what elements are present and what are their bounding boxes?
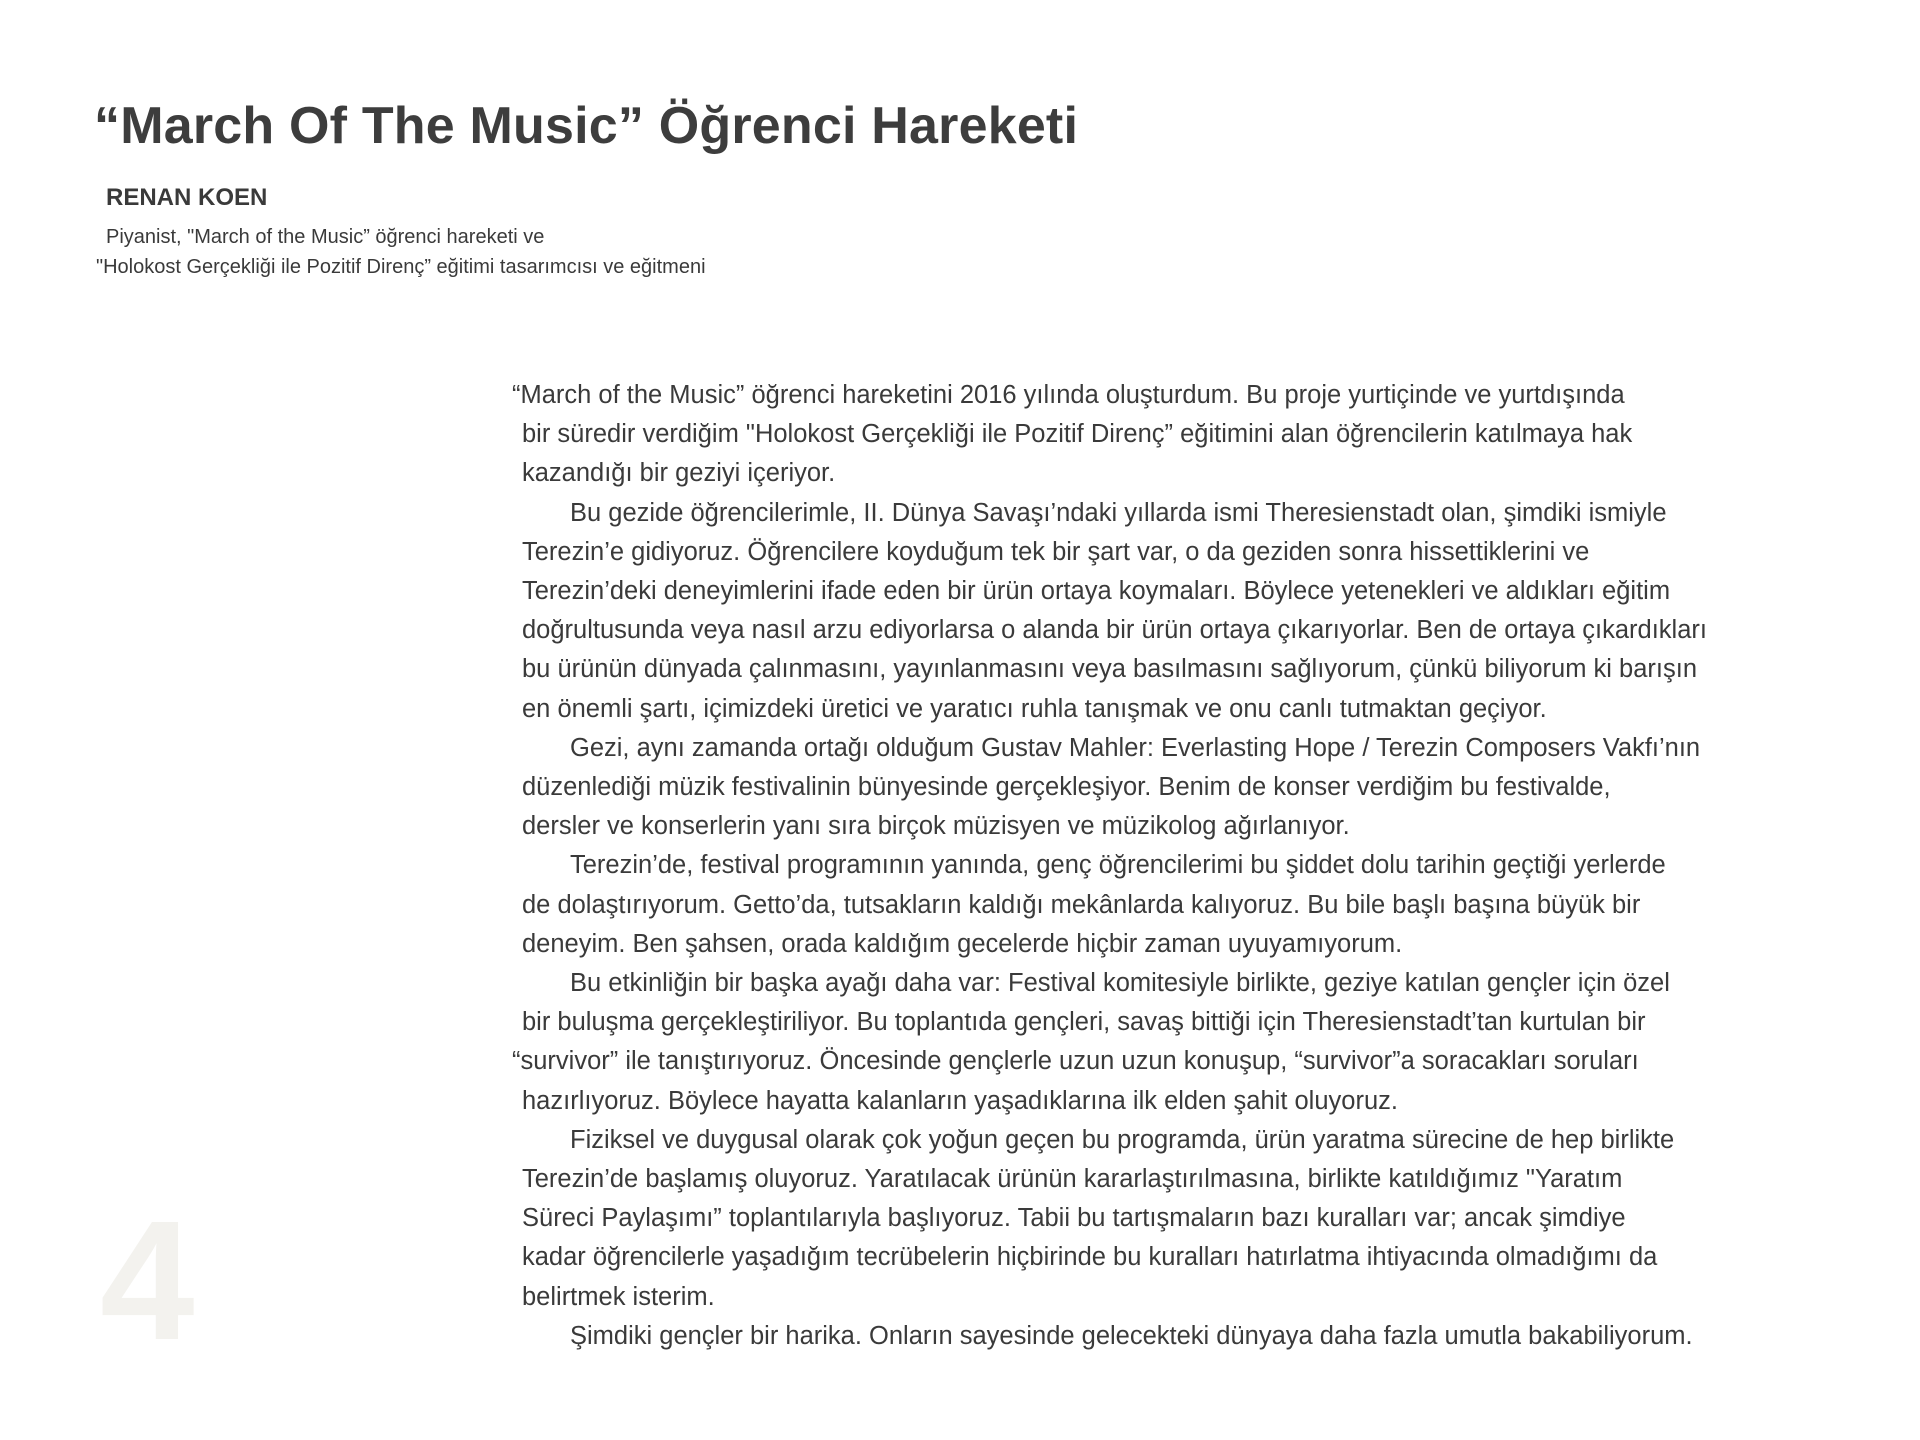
article-line: düzenlediği müzik festivalinin bünyesinde gerçekleşiyor. Benim de konser verdiğim bu festivalde, <box>522 773 1611 802</box>
article-line: Terezin’de, festival programının yanında, genç öğrencilerimi bu şiddet dolu tarihin geçtiği yerlerde <box>570 851 1666 880</box>
article-line: Şimdiki gençler bir harika. Onların sayesinde gelecekteki dünyaya daha fazla umutla bakabiliyorum. <box>570 1321 1693 1350</box>
article-line: Süreci Paylaşımı” toplantılarıyla başlıyoruz. Tabii bu tartışmaların bazı kuralları var; ancak şimdiye <box>522 1204 1626 1233</box>
article-line: en önemli şartı, içimizdeki üretici ve yaratıcı ruhla tanışmak ve onu canlı tutmaktan geçiyor. <box>522 694 1547 723</box>
article-line: Terezin’de başlamış oluyoruz. Yaratılacak ürünün kararlaştırılmasına, birlikte katıldığımız "Yaratım <box>522 1165 1623 1194</box>
article-line: Terezin’deki deneyimlerini ifade eden bir ürün ortaya koymaları. Böylece yetenekleri ve aldıkları eğitim <box>522 577 1671 606</box>
author-description-line: Piyanist, "March of the Music” öğrenci hareketi ve <box>106 226 545 248</box>
article-line: Gezi, aynı zamanda ortağı olduğum Gustav Mahler: Everlasting Hope / Terezin Composers Vakfı’nın <box>570 733 1701 762</box>
article-line: bir buluşma gerçekleştiriliyor. Bu toplantıda gençleri, savaş bittiği için Theresienstadt’tan kurtulan bir <box>522 1008 1646 1037</box>
page-number: 4 <box>100 1186 195 1376</box>
article-line: Fiziksel ve duygusal olarak çok yoğun geçen bu programda, ürün yaratma sürecine de hep birlikte <box>570 1125 1675 1154</box>
article-line: Bu etkinliğin bir başka ayağı daha var: Festival komitesiyle birlikte, geziye katılan gençler için özel <box>570 969 1670 998</box>
article-line: doğrultusunda veya nasıl arzu ediyorlarsa o alanda bir ürün ortaya çıkarıyorlar. Ben de ortaya çıkardıkları <box>522 616 1707 645</box>
article-body <box>512 376 1812 1356</box>
article-line: bu ürünün dünyada çalınmasını, yayınlanmasını veya basılmasını sağlıyorum, çünkü biliyorum ki barışın <box>522 655 1698 684</box>
article-line: Bu gezide öğrencilerimle, II. Dünya Savaşı’ndaki yıllarda ismi Theresienstadt olan, şimdiki ismiyle <box>570 498 1667 527</box>
article-line: “survivor” ile tanıştırıyoruz. Öncesinde gençlerle uzun uzun konuşup, “survivor”a soracakları soruları <box>512 1047 1639 1076</box>
article-line: deneyim. Ben şahsen, orada kaldığım gecelerde hiçbir zaman uyuyamıyorum. <box>522 929 1403 958</box>
author-name: RENAN KOEN <box>106 184 268 211</box>
article-line: kadar öğrencilerle yaşadığım tecrübelerin hiçbirinde bu kuralları hatırlatma ihtiyacında olmadığımı da <box>522 1243 1658 1272</box>
author-description <box>96 222 706 282</box>
article-line: bir süredir verdiğim "Holokost Gerçekliği ile Pozitif Direnç” eğitimini alan öğrencilerin katılmaya hak <box>522 420 1633 449</box>
article-line: dersler ve konserlerin yanı sıra birçok müzisyen ve müzikolog ağırlanıyor. <box>522 812 1350 841</box>
article-line: kazandığı bir geziyi içeriyor. <box>522 459 836 488</box>
article-line: “March of the Music” öğrenci hareketini 2016 yılında oluşturdum. Bu proje yurtiçinde ve yurtdışında <box>512 381 1625 409</box>
author-description-line: "Holokost Gerçekliği ile Pozitif Direnç” eğitimi tasarımcısı ve eğitmeni <box>96 256 706 278</box>
article-line: belirtmek isterim. <box>522 1282 715 1311</box>
article-line: Terezin’e gidiyoruz. Öğrencilere koyduğum tek bir şart var, o da geziden sonra hissettiklerini ve <box>522 537 1590 566</box>
article-line: hazırlıyoruz. Böylece hayatta kalanların yaşadıklarına ilk elden şahit oluyoruz. <box>522 1086 1398 1115</box>
article-line: de dolaştırıyorum. Getto’da, tutsakların kaldığı mekânlarda kalıyoruz. Bu bile başlı başına büyük bir <box>522 890 1641 919</box>
page-title: “March Of The Music” Öğrenci Hareketi <box>94 97 1079 155</box>
